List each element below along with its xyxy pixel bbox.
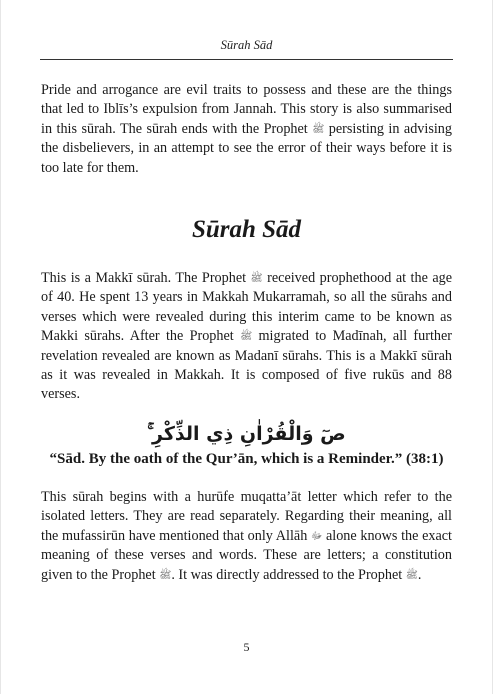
salutation-icon: ﷺ bbox=[312, 123, 325, 135]
final-text-1: This sūrah begins with a hurūfe muqatta’āt letter which refer to the isolated letters. They are read separately. Regarding their meaning, all the mufassirūn have mentioned that only Allāh bbox=[41, 489, 452, 544]
salutation-icon: ﷺ bbox=[159, 569, 172, 581]
intro-text-1: Pride and arrogance are evil traits to possess and these are the things that led to Iblīs’s expulsion from Jannah. This story is also summarised in this sūrah. The sūrah ends with the Prophet bbox=[41, 82, 452, 137]
header-rule bbox=[40, 59, 453, 60]
section-heading: Sūrah Sād bbox=[191, 216, 302, 243]
intro-paragraph bbox=[41, 81, 452, 178]
glorification-icon: ﷻ bbox=[310, 530, 323, 542]
description-text-3: migrated to Madīnah, all further revelation revealed are known as Madanī sūrahs. This is a Makkī sūrah as it was revealed in Makkah. It is composed of five rukūs and 88 verses. bbox=[41, 328, 453, 403]
final-text-2: alone knows the exact meaning of these verses and words. These are letters; a constitution given to the Prophet bbox=[41, 527, 452, 583]
running-header-title: Sūrah Sād bbox=[220, 38, 273, 52]
final-text-4: . bbox=[417, 566, 422, 583]
salutation-icon: ﷺ bbox=[240, 331, 253, 343]
intro-text-2: persisting in advising the disbelievers, in an attempt to see the error of their ways before it is too late for them. bbox=[41, 120, 452, 176]
final-paragraph bbox=[41, 488, 452, 585]
verse-translation: “Sād. By the oath of the Qur’ān, which is a Reminder.” (38:1) bbox=[49, 451, 444, 467]
salutation-icon: ﷺ bbox=[405, 569, 418, 581]
description-text-2: received prophethood at the age of 40. He spent 13 years in Makkah Mukarramah, so all the sūrahs and verses which were revealed during this interim came to be known as Makki sūrahs. After the Prophet bbox=[41, 270, 453, 345]
final-text-3: . It was directly addressed to the Prophet bbox=[171, 566, 403, 583]
description-text-1: This is a Makkī sūrah. The Prophet bbox=[41, 270, 247, 286]
salutation-icon: ﷺ bbox=[250, 273, 263, 284]
description-paragraph bbox=[41, 269, 452, 405]
arabic-verse: صٓ وَالْقُرْاٰنِ ذِي الذِّكْرِ ۚ bbox=[147, 423, 346, 445]
page-number: 5 bbox=[243, 640, 250, 654]
